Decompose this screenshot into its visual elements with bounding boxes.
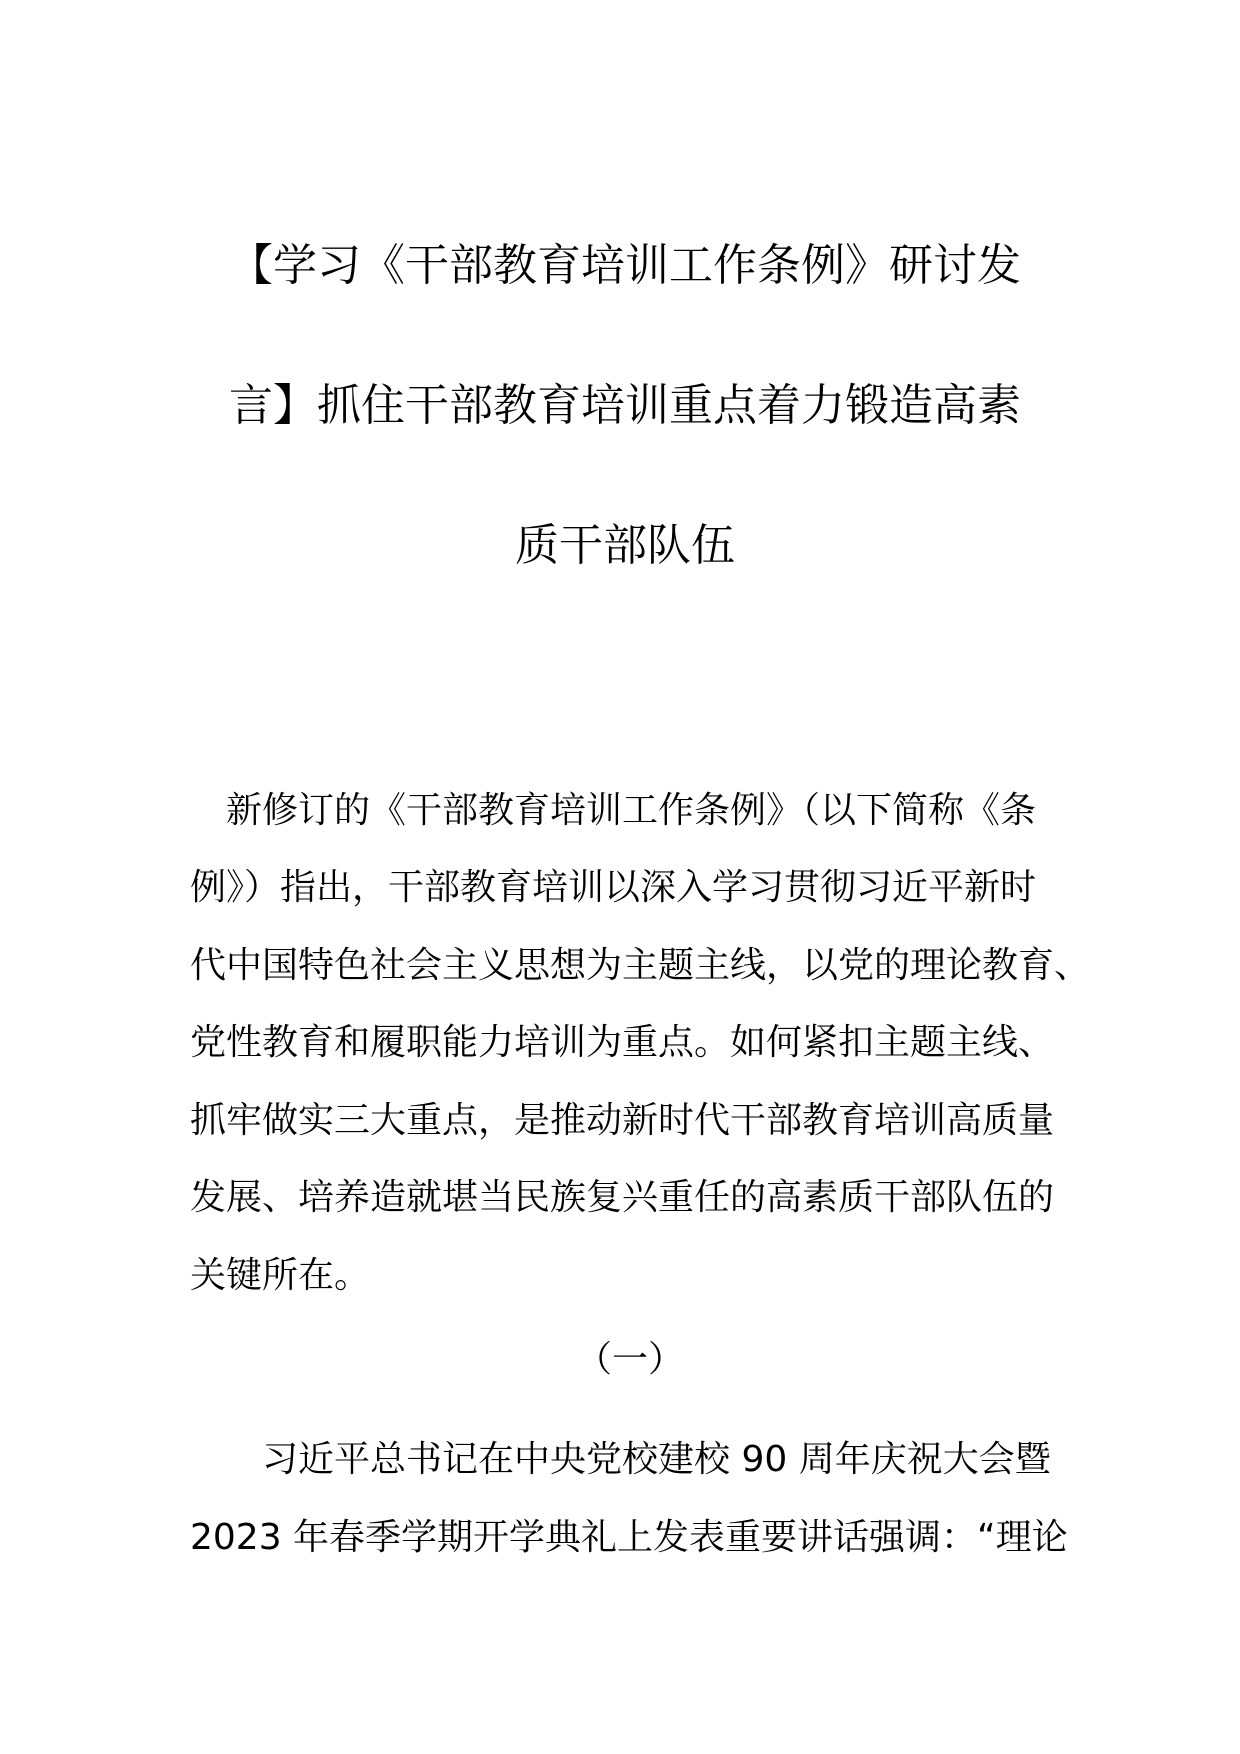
paragraph-line: 习近平总书记在中央党校建校 90 周年庆祝大会暨 (262, 1439, 1051, 1480)
paragraph-line: 发展、培养造就堪当民族复兴重任的高素质干部队伍的 (190, 1177, 1055, 1218)
paragraph-line: 关键所在。 (190, 1255, 371, 1296)
paragraph-line: 例》）指出，干部教育培训以深入学习贯彻习近平新时 (190, 867, 1037, 908)
title-line: 质干部队伍 (515, 520, 735, 571)
title-line: 言】抓住干部教育培训重点着力锻造高素 (229, 380, 1021, 431)
paragraph-line: 抓牢做实三大重点，是推动新时代干部教育培训高质量 (190, 1100, 1055, 1141)
paragraph-line: 党性教育和履职能力培训为重点。如何紧扣主题主线、 (190, 1022, 1055, 1063)
document-title (190, 196, 1060, 616)
paragraph-line: 新修订的《干部教育培训工作条例》（以下简称《条 (226, 790, 1037, 831)
section-heading: （一） (575, 1339, 684, 1380)
paragraph-line: 代中国特色社会主义思想为主题主线，以党的理论教育、 (190, 945, 1091, 986)
paragraph-line: 2023 年春季学期开学典礼上发表重要讲话强调：“理论 (190, 1517, 1068, 1558)
title-line: 【学习《干部教育培训工作条例》研讨发 (229, 240, 1021, 291)
